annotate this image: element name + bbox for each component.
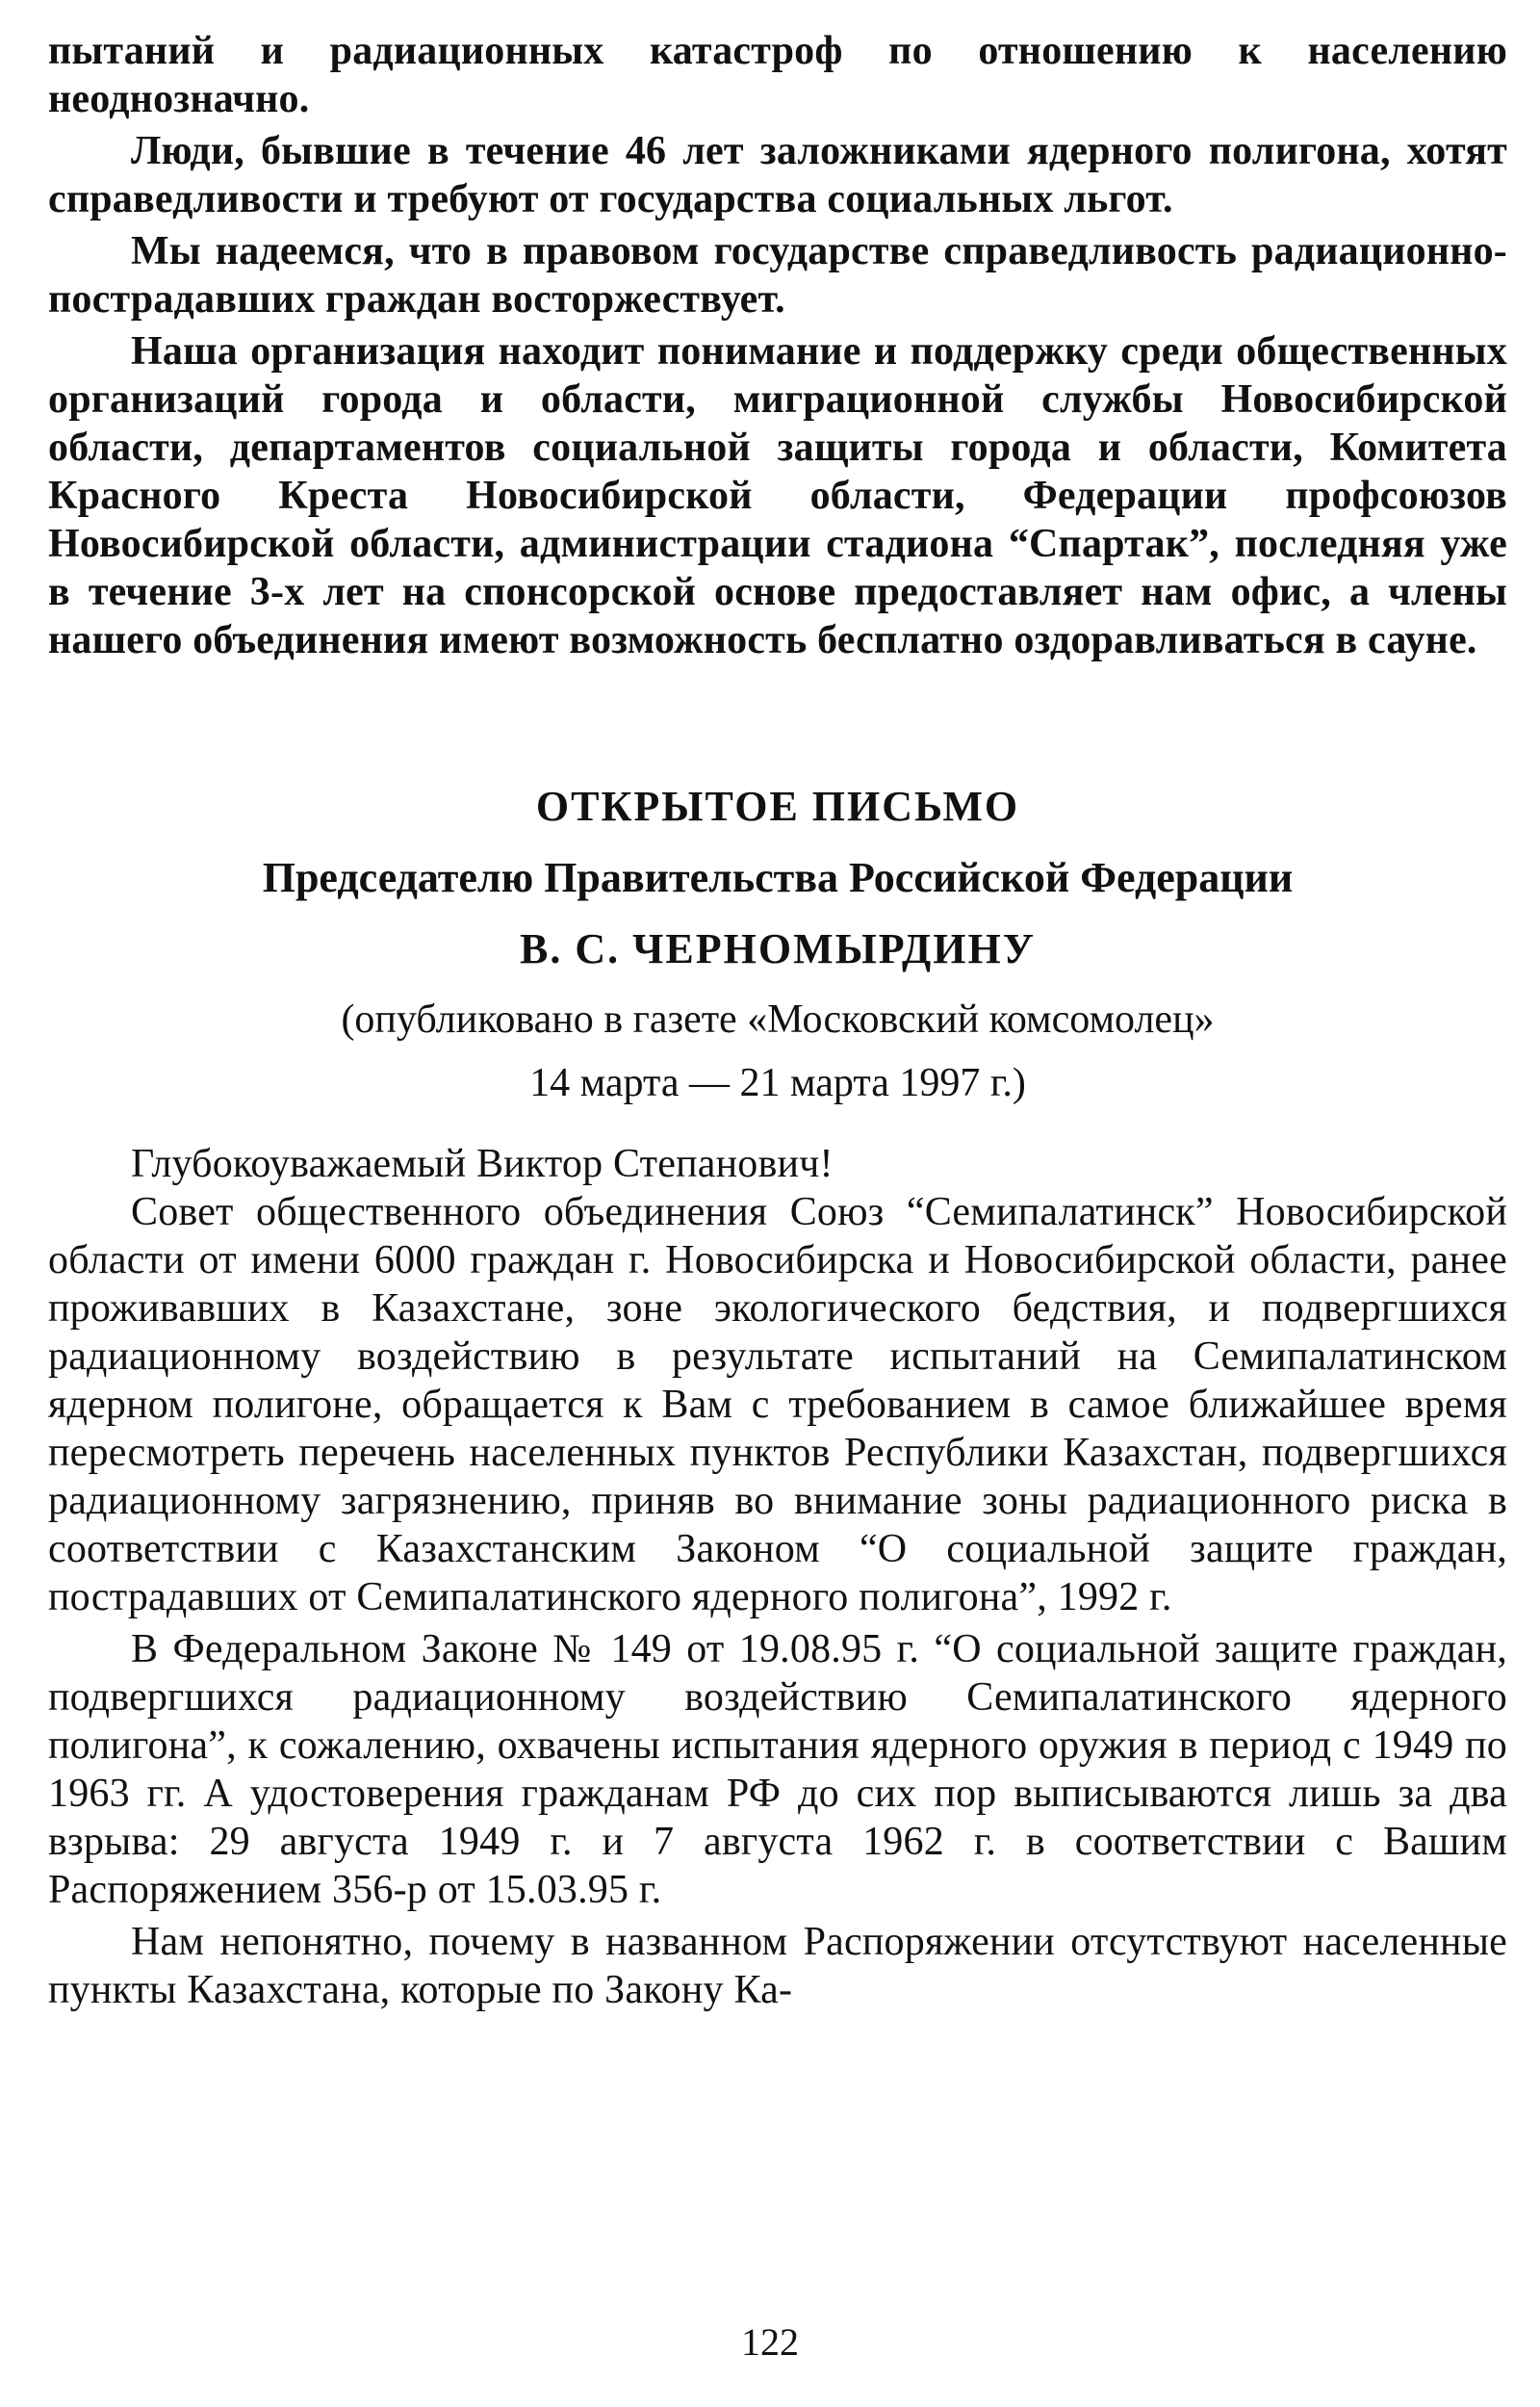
letter-recipient: В. С. ЧЕРНОМЫРДИНУ [519,925,1036,972]
published-note: (опубликовано в газете «Московский комсомолец» [341,997,1215,1042]
letter-addressee: Председателю Правительства Российской Федерации [262,854,1294,901]
letter-paragraph-council: Совет общественного объединения Союз “Семипалатинск” Новосибирской области от имени 6000 граждан г. Новосибирска и Новосибирской области, ранее проживавших в Казахстане, зоне экологического бедствия, и подвергшихся радиационному воздействию в результате испытаний на Семипалатинском ядерном полигоне, обращается к Вам с требованием в самое ближайшее время пересмотреть перечень населенных пунктов Республики Казахстан, подвергшихся радиационному загрязнению, приняв во внимание зоны радиационного риска в соответствии с Казахстанским Законом “О социальной защите граждан, пострадавших от Семипалатинского ядерного полигона”, 1992 г. [48,1190,1507,1619]
paragraph-support: Наша организация находит понимание и поддержку среди общественных организаций города и области, миграционной службы Новосибирской области, департаментов социальной защиты города и области, Комитета Красного Креста Новосибирской области, Федерации профсоюзов Новосибирской области, администрации стадиона “Спартак”, последняя уже в течение 3-х лет на спонсорской основе предоставляет нам офис, а члены нашего объединения имеют возможность бесплатно оздоравливаться в сауне. [48,329,1507,662]
page-number: 122 [741,2320,799,2364]
letter-heading [48,778,1507,1111]
top-section [48,27,1507,664]
paragraph-justice: Мы надеемся, что в правовом государстве справедливость радиационно-пострадавших граждан восторжествует. [48,229,1507,322]
paragraph-continuation: пытаний и радиационных катастроф по отношению к населению неоднозначно. [48,29,1507,121]
letter-paragraph-federal-law: В Федеральном Законе № 149 от 19.08.95 г. “О социальной защите граждан, подвергшихся радиационному воздействию Семипалатинского ядерного полигона”, к сожалению, охвачены испытания ядерного оружия в период с 1949 по 1963 гг. А удостоверения гражданам РФ до сих пор выписываются лишь за два взрыва: 29 августа 1949 г. и 7 августа 1962 г. в соответствии с Вашим Распоряжением 356-р от 15.03.95 г. [48,1627,1507,1912]
paragraph-hostages: Люди, бывшие в течение 46 лет заложниками ядерного полигона, хотят справедливости и требуют от государства социальных льгот. [48,129,1507,221]
published-dates: 14 марта — 21 марта 1997 г.) [529,1061,1026,1105]
letter-body [48,1140,1507,2014]
letter-paragraph-unclear: Нам непонятно, почему в названном Распоряжении отсутствуют населенные пункты Казахстана, которые по Закону Ка- [48,1920,1507,2012]
letter-greeting: Глубокоуважаемый Виктор Степанович! [131,1142,834,1186]
document-page [48,27,1507,2376]
letter-title: ОТКРЫТОЕ ПИСЬМО [535,783,1020,830]
